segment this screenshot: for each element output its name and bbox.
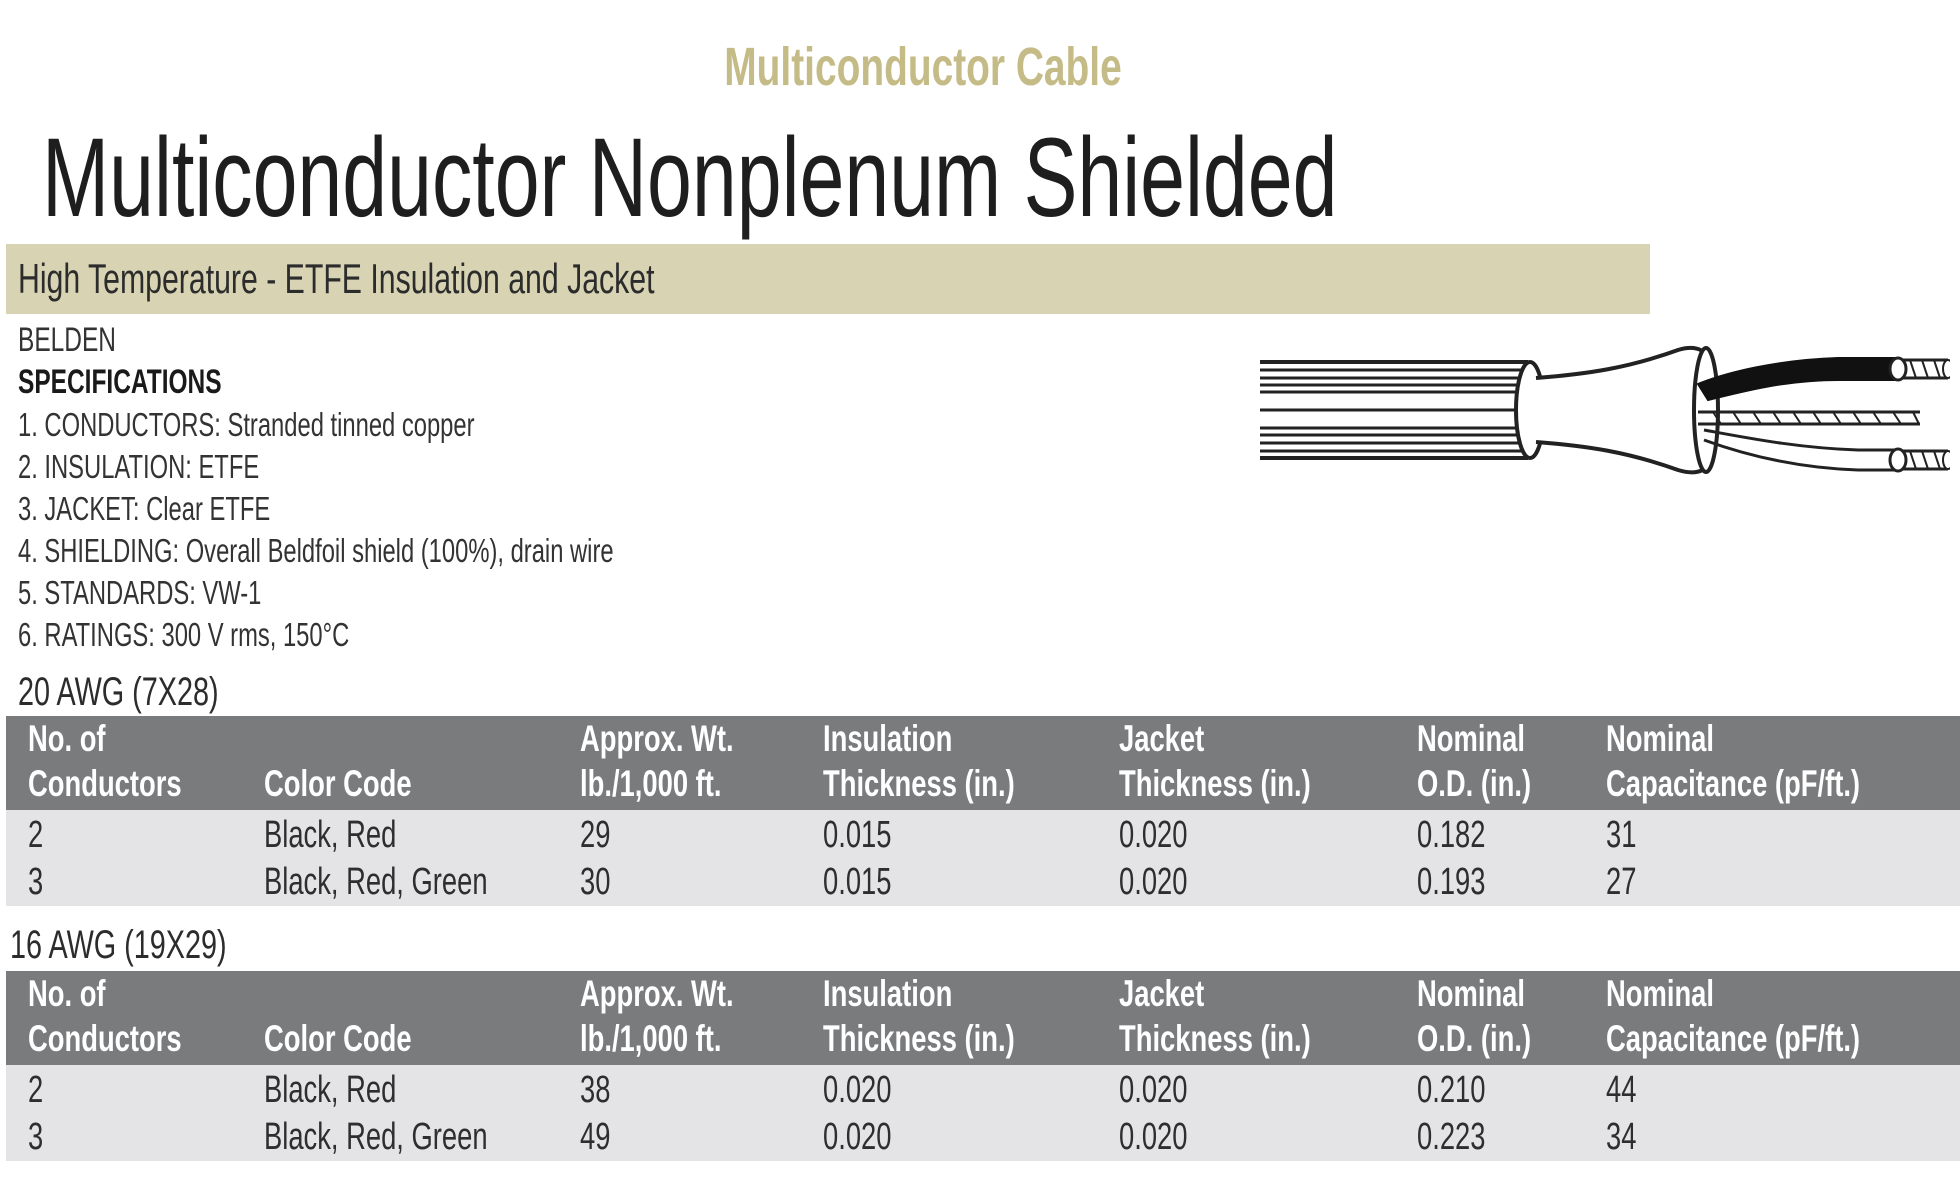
- spec-item: 4. SHIELDING: Overall Beldfoil shield (100%), drain wire: [18, 532, 614, 569]
- table-cell: 0.020: [1119, 814, 1188, 856]
- column-header: Jacket Thickness (in.): [1119, 973, 1311, 1059]
- table-cell: Black, Red, Green: [264, 1116, 488, 1158]
- table-header-row: [6, 971, 1960, 1065]
- column-header: Color Code: [264, 763, 412, 804]
- spec-item: 6. RATINGS: 300 V rms, 150°C: [18, 616, 350, 653]
- table-cell: Black, Red: [264, 1069, 397, 1111]
- cable-illustration: [1258, 330, 1950, 490]
- category-title: Multiconductor Cable: [723, 37, 1122, 97]
- table-cell: 38: [580, 1069, 611, 1111]
- table-row: [6, 859, 1960, 906]
- subtitle: High Temperature - ETFE Insulation and Jacket: [18, 255, 655, 302]
- table-cell: 34: [1606, 1116, 1637, 1158]
- page-title: Multiconductor Nonplenum Shielded: [42, 115, 1338, 240]
- table-header-row: [6, 716, 1960, 810]
- table-cell: 44: [1606, 1069, 1637, 1111]
- subtitle-band: [6, 244, 1650, 314]
- spec-item: 2. INSULATION: ETFE: [18, 448, 260, 485]
- table-cell: 0.015: [823, 814, 892, 856]
- table-cell: 0.020: [1119, 1116, 1188, 1158]
- table-cell: 0.020: [823, 1116, 892, 1158]
- table-cell: 0.223: [1417, 1116, 1486, 1158]
- spec-table-20awg: [6, 716, 1960, 906]
- specifications-list: [18, 404, 845, 656]
- column-header: Nominal Capacitance (pF/ft.): [1606, 973, 1861, 1059]
- column-header: Approx. Wt. lb./1,000 ft.: [580, 973, 734, 1059]
- table-cell: 2: [28, 1069, 44, 1111]
- brand-name: BELDEN: [18, 321, 116, 359]
- table-cell: Black, Red: [264, 814, 397, 856]
- table-row: [6, 1114, 1960, 1161]
- column-header: Nominal O.D. (in.): [1417, 718, 1532, 804]
- table-row: [6, 810, 1960, 859]
- table-cell: 49: [580, 1116, 611, 1158]
- table-cell: 0.193: [1417, 861, 1486, 903]
- column-header: Insulation Thickness (in.): [823, 973, 1015, 1059]
- table-cell: 31: [1606, 814, 1637, 856]
- table-row: [6, 1065, 1960, 1114]
- specifications-heading: SPECIFICATIONS: [18, 363, 222, 401]
- table-cell: 0.182: [1417, 814, 1486, 856]
- table-cell: 0.020: [823, 1069, 892, 1111]
- gauge-label-20awg: 20 AWG (7X28): [18, 670, 219, 714]
- column-header: Nominal Capacitance (pF/ft.): [1606, 718, 1861, 804]
- column-header: Insulation Thickness (in.): [823, 718, 1015, 804]
- table-cell: 0.015: [823, 861, 892, 903]
- table-cell: 3: [28, 861, 44, 903]
- table-cell: 0.210: [1417, 1069, 1486, 1111]
- table-cell: Black, Red, Green: [264, 861, 488, 903]
- table-cell: 29: [580, 814, 611, 856]
- spec-item: 5. STANDARDS: VW-1: [18, 574, 262, 611]
- table-cell: 30: [580, 861, 611, 903]
- table-cell: 3: [28, 1116, 44, 1158]
- column-header: No. of Conductors: [28, 718, 182, 804]
- column-header: No. of Conductors: [28, 973, 182, 1059]
- column-header: Jacket Thickness (in.): [1119, 718, 1311, 804]
- table-cell: 0.020: [1119, 861, 1188, 903]
- gauge-label-16awg: 16 AWG (19X29): [10, 923, 227, 967]
- spec-item: 1. CONDUCTORS: Stranded tinned copper: [18, 406, 475, 443]
- column-header: Color Code: [264, 1018, 412, 1059]
- table-cell: 27: [1606, 861, 1637, 903]
- column-header: Approx. Wt. lb./1,000 ft.: [580, 718, 734, 804]
- column-header: Nominal O.D. (in.): [1417, 973, 1532, 1059]
- table-cell: 0.020: [1119, 1069, 1188, 1111]
- spec-item: 3. JACKET: Clear ETFE: [18, 490, 271, 527]
- spec-table-16awg: [6, 971, 1960, 1161]
- table-cell: 2: [28, 814, 44, 856]
